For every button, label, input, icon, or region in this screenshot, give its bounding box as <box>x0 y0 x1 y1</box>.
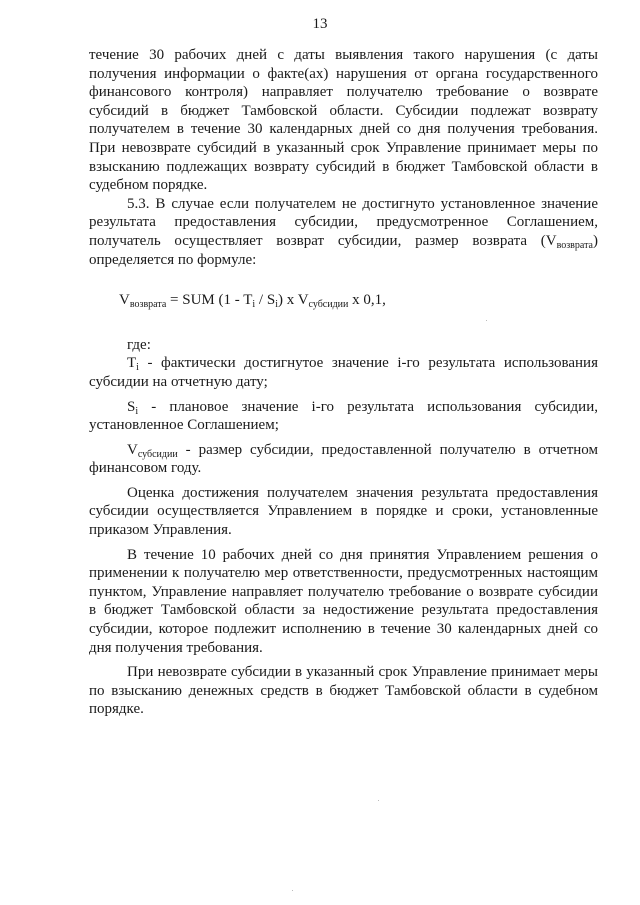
paragraph-5-3-text: 5.3. В случае если получателем не достигнуто установленное значение результата предоставления субсидии, предусмотренное Соглашением, получатель осуществляет возврат субсидии, размер возврата (V <box>89 195 598 249</box>
si-var: S <box>127 398 136 415</box>
scan-speck <box>292 890 293 891</box>
v-return-subscript: возврата <box>556 239 593 251</box>
paragraph-continuation: течение 30 рабочих дней с даты выявления такого нарушения (с даты получения информации о факте(ах) нарушения от органа государственного финансового контроля) направляет получателю требование о возврате субсидий в бюджет Тамбовской области. Субсидии подлежат возврату получателем в течение 30 календарных дней со дня получения требования. При невозврате субсидий в указанный срок Управление принимает меры по взысканию подлежащих возврату субсидий в бюджет Тамбовской области в судебном порядке. <box>89 47 598 194</box>
formula-vs-sub: субсидии <box>308 299 349 311</box>
where-label: где: <box>127 336 151 353</box>
vs-text: - размер субсидии, предоставленной получателю в отчетном финансовом году. <box>89 441 598 477</box>
vs-var: V <box>127 441 138 458</box>
formula-eq: = SUM (1 - T <box>166 292 253 309</box>
paragraph-5-3-end: ) определяется по формуле: <box>89 232 598 268</box>
ti-var: T <box>127 355 137 372</box>
vs-sub: субсидии <box>137 448 178 460</box>
scan-speck <box>486 320 487 321</box>
si-sub: i <box>135 405 139 417</box>
scan-speck <box>378 800 379 801</box>
formula-t-sub: i <box>252 299 256 311</box>
document-body <box>89 46 598 719</box>
paragraph-non-return: При невозврате субсидии в указанный срок Управление принимает меры по взысканию денежных средств в бюджет Тамбовской области в судебном порядке. <box>89 664 598 718</box>
definition-si <box>89 398 598 435</box>
formula <box>89 291 598 310</box>
definition-vs <box>89 441 598 478</box>
formula-v: V <box>119 292 130 309</box>
formula-close: ) x V <box>277 292 309 309</box>
ti-sub: i <box>136 362 139 374</box>
page-number: 13 <box>312 16 328 32</box>
paragraph-assessment: Оценка достижения получателем значения результата предоставления субсидии осуществляется Управлением в порядке и сроки, установленные приказом Управления. <box>89 484 598 539</box>
si-text: - плановое значение i-го результата использования субсидии, установленное Соглашением; <box>89 398 598 434</box>
paragraph-return-requirement: В течение 10 рабочих дней со дня принятия Управлением решения о применении к получателю мер ответственности, предусмотренных настоящим пунктом, Управление направляет получателю требование о возврате субсидии в бюджет Тамбовской области за недостижение результата предоставления субсидии, которое подлежит исполнению в течение 30 календарных дней со дня получения требования. <box>89 546 598 656</box>
paragraph-5-3 <box>89 195 598 269</box>
formula-slash: / S <box>255 292 276 309</box>
ti-text: - фактически достигнутое значение i-го результата использования субсидии на отчетную дату; <box>89 355 598 390</box>
formula-tail: x 0,1, <box>348 292 386 309</box>
formula-s-sub: i <box>275 299 278 311</box>
definition-ti <box>89 354 598 391</box>
formula-v-sub: возврата <box>129 299 167 311</box>
